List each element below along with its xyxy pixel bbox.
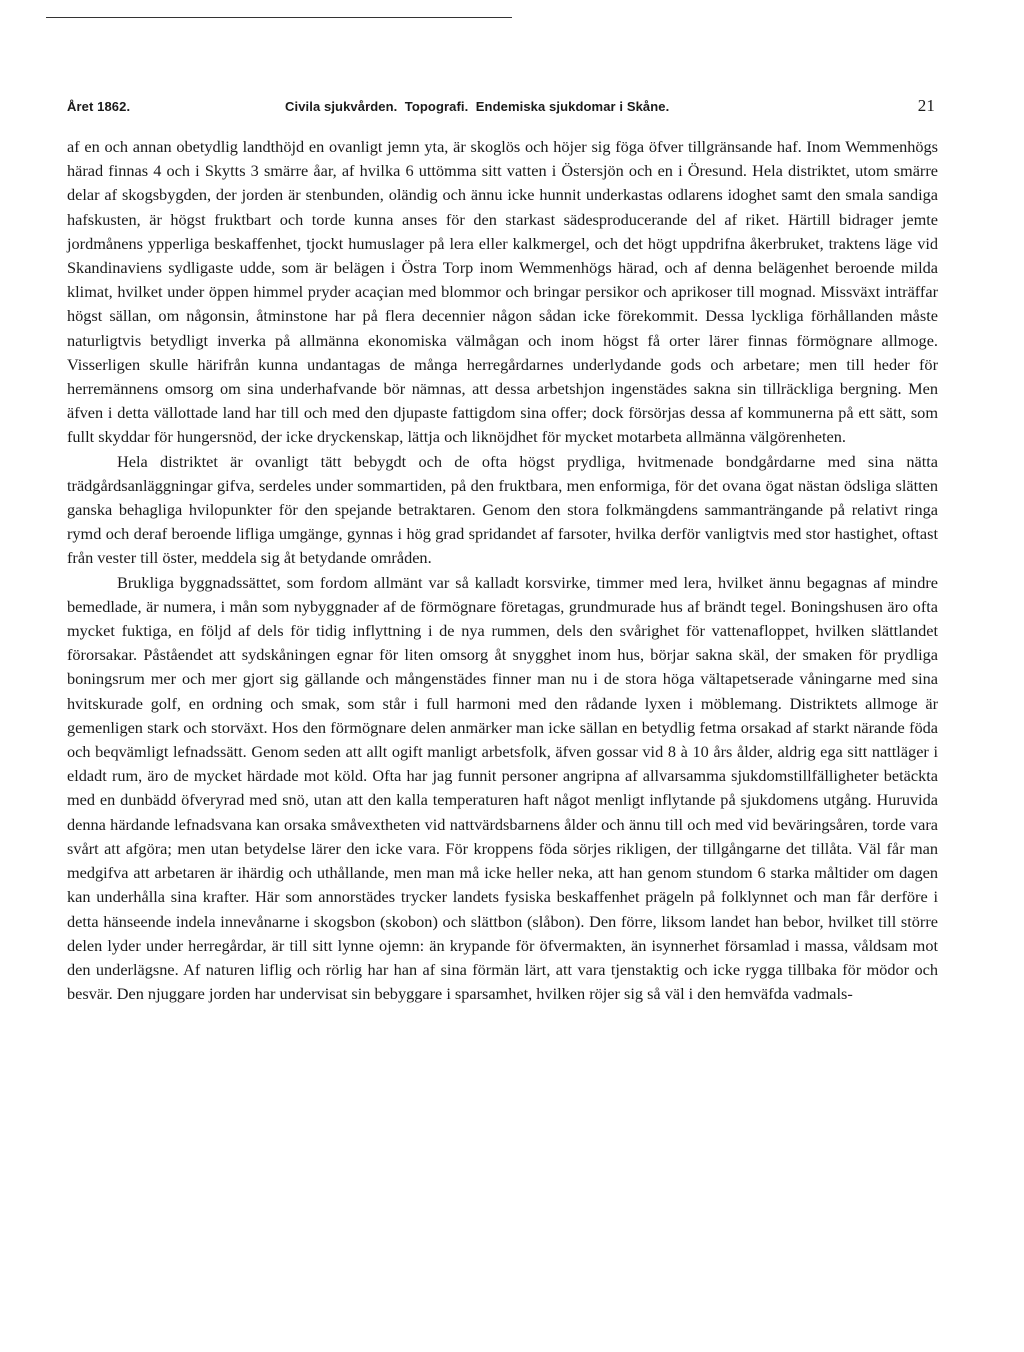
page-number: 21 bbox=[917, 96, 935, 115]
running-header bbox=[67, 96, 935, 122]
top-rule bbox=[46, 17, 512, 18]
paragraph-continued: af en och annan obetydlig landthöjd en ovanligt jemn yta, är skoglös och höjer sig föga öfver tillgränsande haf. Inom Wemmenhögs härad finnas 4 och i Skytts 3 smärre åar, af hvilka 6 uttömma sitt vatten i Östersjön och en i Öresund. Hela distriktet, utom smärre delar af skogsbygden, der jorden är stenbunden, oländig och ännu icke hunnit underkastas odlarens idoghet samt den smala sandiga hafskusten, är högst fruktbart och torde kunna anses för den starkast sädesproducerande del af riket. Härtill bidrager jemte jordmånens ypperliga beskaffenhet, tjockt humuslager på lera eller kalkmergel, och det högt uppdrifna åkerbruket, traktens läge vid Skandinaviens sydligaste udde, som är belägen i Östra Torp inom Wemmenhögs härad, och af denna belägenhet beroende milda klimat, hvilket under öppen himmel pryder acaçian med blommor och bringar persikor och aprikoser till mognad. Missväxt inträffar högst sällan, om någonsin, åtminstone har på flera decennier någon sådan icke förekommit. Dessa lyckliga förhållanden måste naturligtvis betydligt inverka på allmänna ekonomiska välmågan och inom högst få orter lärer finnas förmögnare allmoge. Visserligen skulle härifrån kunna undantagas de många herregårdarnes underlydande gods och arbetare; men till heder för herremännens omsorg om sina underhafvande bör nämnas, att dessa arbetshjon ingenstädes sakna sin tillräckliga bergning. Men äfven i detta vällottade land har till och med den djupaste fattigdom sina offer; dock försörjas dessa af kommunerna på ett sätt, som fullt skyddar för hungersnöd, der icke dryckenskap, lättja och liknöjdhet för mycket motarbeta allmänna välgörenheten. bbox=[67, 137, 938, 447]
paragraph-settlement: Hela distriktet är ovanligt tätt bebygdt och de ofta högst prydliga, hvitmenade bondgårdarne med sina nätta trädgårdsanläggningar gifva, serdeles under sommartiden, på den fruktbara, men enformiga, för det ovana ögat nästan ödsliga slätten ganska behagliga hvilopunkter för den spejande betraktaren. Genom den stora folkmängdens sammanträngande på relativt ringa rymd och deraf beroende lifliga umgänge, gynnas i hög grad spridandet af farsoter, hvilka derför vanligtvis med stor hastighet, oftast från vester till öster, meddela sig åt betydande områden. bbox=[67, 451, 938, 568]
header-year: Året 1862. bbox=[67, 99, 131, 114]
header-section-titles: Civila sjukvården. Topografi. Endemiska sjukdomar i Skåne. bbox=[285, 99, 670, 114]
body-text bbox=[67, 135, 938, 1006]
paragraph-building-customs: Brukliga byggnadssättet, som fordom allmänt var så kalladt korsvirke, timmer med lera, hvilket ännu begagnas af mindre bemedlade, är numera, i mån som nybyggnader af de förmögnare företagas, grundmurade hus af brändt tegel. Boningshusen äro ofta mycket fuktiga, en följd af dels för tidig inflyttning i de nya rummen, dels den svårighet för vattenafloppet, hvilken slättlandet förorsakar. Påståendet att sydskåningen egnar för liten omsorg åt snygghet inom hus, börjar sakna skäl, der smaken för prydliga boningsrum mer och mer gjort sig gällande och mångenstädes finner man nu i de stora höga vältapetserade våningarne med sina hvitskurade golf, en ordning och smak, som står i full harmoni med den rådande lyxen i möblemang. Distriktets allmoge är gemenligen stark och storväxt. Hos den förmögnare delen anmärker man icke sällan en betydlig fetma orsakad af starkt närande föda och beqvämligt lefnadssätt. Genom seden att allt ogift manligt arbetsfolk, äfven gossar vid 8 à 10 års ålder, aldrig ega sitt nattläger i eldadt rum, äro de mycket härdade mot köld. Ofta har jag funnit personer angripna af allvarsamma sjukdomstillfälligheter betäckta med en dunbädd öfveryrad med snö, utan att den kalla temperaturen haft något menligt inflytande på sjukdomens utgång. Huruvida denna härdande lefnadsvana kan orsaka småvextheten vid nattvärdsbarnens ålder och ännu till och med vid beväringsåren, torde vara svårt att afgöra; men utan betydelse lärer den icke vara. För kroppens föda sörjes rikligen, der tillgångarne det tillåta. Väl får man medgifva att arbetaren är ihärdig och uthållande, men man må icke heller neka, att han genom stundom 6 starka måltider om dagen kan underhålla sina krafter. Här som annorstädes trycker landets fysiska beskaffenhet prägeln på folklynnet och man får derföre i detta hänseende indela innevånarne i skogsbon (skobon) och slättbon (slåbon). Den förre, liksom landet han bebor, hvilket till större delen lyder under herregårdar, är till sitt lynne ojemn: än krypande för öfvermakten, än isynnerhet församlad i massa, våldsam mot den underlägsne. Af naturen liflig och rörlig har han af sina förmän lärt, att vara tjenstaktig och icke rygga tillbaka för mödor och besvär. Den njuggare jorden har undervisat sin bebyggare i sparsamhet, hvilken röjer sig så väl i den hemväfda vadmals- bbox=[67, 572, 938, 1004]
